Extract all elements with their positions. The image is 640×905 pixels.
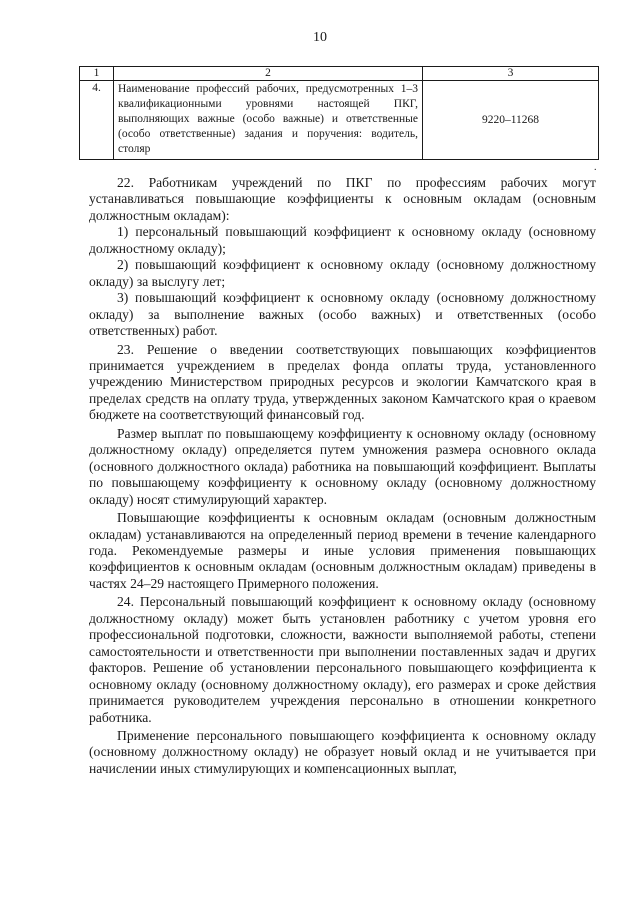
- paragraph-22-item-1: 1) персональный повышающий коэффициент к основному окладу (основному должностному окладу);: [89, 224, 596, 256]
- stray-dot: .: [594, 162, 597, 173]
- salary-range-cell: 9220–11268: [423, 81, 599, 160]
- qualification-table: [79, 66, 599, 160]
- paragraph-23-payment-size: Размер выплат по повышающему коэффициенту к основному окладу (основному должностному окладу) определяется путем умножения размера основного оклада (основного должностного оклада) работника на повышающий коэффициент. Выплаты по повышающему коэффициенту к основному окладу (основному должностному окладу) носят стимулирующий характер.: [89, 425, 596, 507]
- profession-description-cell: Наименование профессий рабочих, предусмотренных 1–3 квалификационными уровнями настоящей ПКГ, выполняющих важные (особо важные) и ответственные (особо ответственные) задания и поручения: водитель, столяр: [114, 81, 423, 160]
- paragraph-24: 24. Персональный повышающий коэффициент к основному окладу (основному должностному окладу) может быть установлен работнику с учетом уровня его профессиональной подготовки, сложности, важности выполняемой работы, степени самостоятельности и ответственности при выполнении поставленных задач и других факторов. Решение об установлении персонального повышающего коэффициента к основному окладу (основному должностному окладу), его размерах и сроке действия принимается руководителем учреждения персонально в отношении конкретного работника.: [89, 594, 596, 725]
- body-text: [89, 175, 596, 777]
- paragraph-22: 22. Работникам учреждений по ПКГ по профессиям рабочих могут устанавливаться повышающие коэффициенты к основным окладам (основным должностным окладам):: [89, 175, 596, 223]
- paragraph-23-coefficients-period: Повышающие коэффициенты к основным окладам (основным должностным окладам) устанавливаются на определенный период времени в течение календарного года. Рекомендуемые размеры и иные условия применения повышающих коэффициентов к основным окладам (основным должностным окладам) приведены в частях 24–29 настоящего Примерного положения.: [89, 510, 596, 591]
- paragraph-24-application: Применение персонального повышающего коэффициента к основному окладу (основному должностному окладу) не образует новый оклад и не учитывается при начислении иных стимулирующих и компенсационных выплат,: [89, 727, 596, 776]
- table-header-cell: 2: [114, 67, 423, 81]
- table-header-cell: 1: [80, 67, 114, 81]
- paragraph-23: 23. Решение о введении соответствующих повышающих коэффициентов принимается учреждением в пределах фонда оплаты труда, установленного учреждению Министерством природных ресурсов и экологии Камчатского края в пределах средств на оплату труда, утвержденных законом Камчатского края о краевом бюджете на соответствующий финансовый год.: [89, 341, 596, 423]
- table-row: [80, 81, 599, 160]
- page-number: 10: [313, 30, 327, 45]
- table-header-cell: 3: [423, 67, 599, 81]
- paragraph-22-item-2: 2) повышающий коэффициент к основному окладу (основному должностному окладу) за выслугу лет;: [89, 257, 596, 289]
- row-number-cell: 4.: [80, 81, 114, 160]
- table-header-row: [80, 67, 599, 81]
- paragraph-22-item-3: 3) повышающий коэффициент к основному окладу (основному должностному окладу) за выполнение важных (особо важных) и ответственных (особо ответственных) работ.: [89, 290, 596, 339]
